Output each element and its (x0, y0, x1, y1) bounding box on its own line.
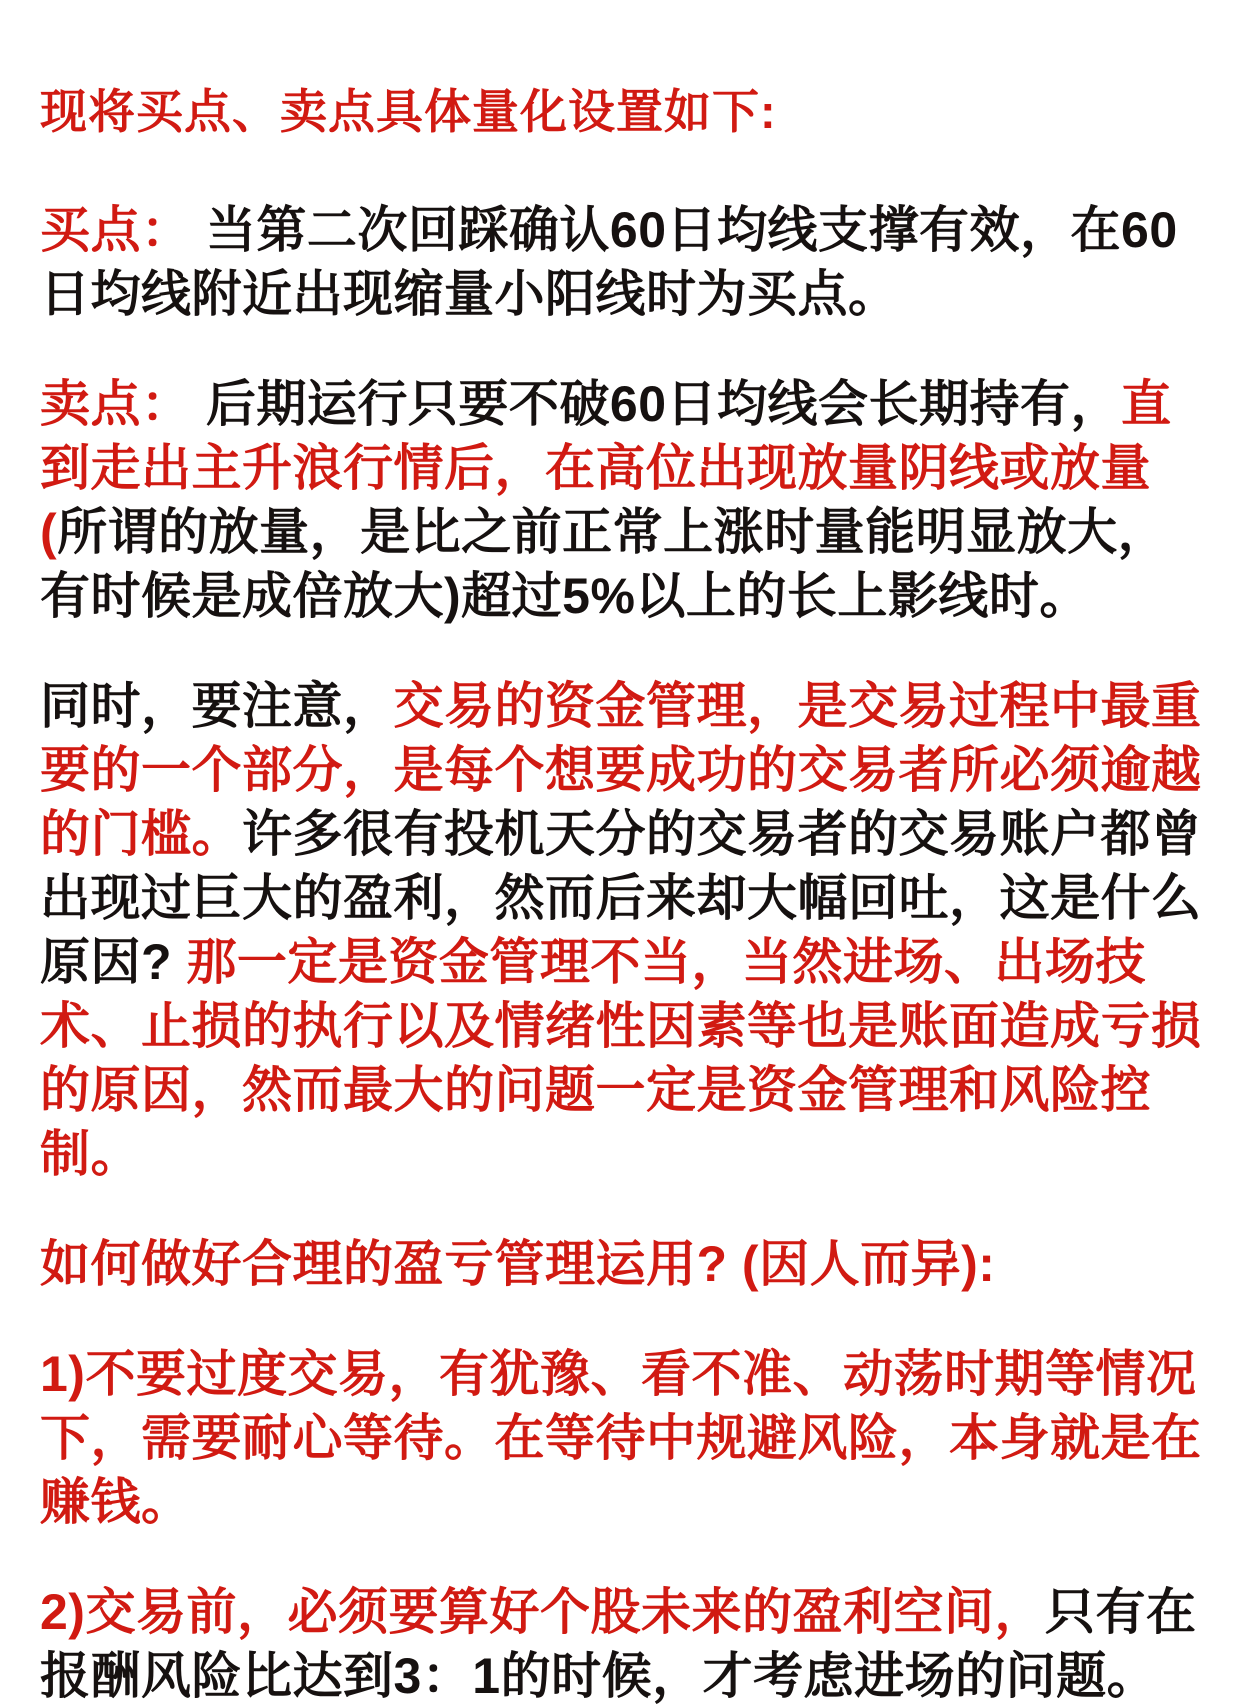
buy-point-paragraph (40, 198, 1208, 326)
rule-2-tail-text: 只有在报酬风险比达到3：1的时候，才考虑进场的问题。 (40, 1584, 1197, 1704)
page-title: 现将买点、卖点具体量化设置如下: (40, 85, 777, 138)
question-text: 如何做好合理的盈亏管理运用? (因人而异): (40, 1236, 996, 1292)
rule-2-lead-text: 2)交易前，必须要算好个股未来的盈利空间， (40, 1584, 1045, 1640)
sell-point-hold-text: 后期运行只要不破60日均线会长期持有， (205, 376, 1122, 432)
rule-2-paragraph (40, 1580, 1208, 1708)
sell-point-label: 卖点： (40, 376, 206, 432)
question-line (40, 1232, 1208, 1296)
fund-story-text: 许多很有投机天分的交易者的交易账户都曾出现过巨大的盈利，然而后来却大幅回吐，这是什么原因? (40, 806, 1202, 990)
fund-intro-text: 同时，要注意， (40, 678, 394, 734)
sell-point-note-text: 所谓的放量，是比之前正常上涨时量能明显放大，有时候是成倍放大)超过5%以上的长上影线时。 (40, 504, 1169, 624)
buy-point-text: 当第二次回踩确认60日均线支撑有效，在60日均线附近出现缩量小阳线时为买点。 (40, 202, 1178, 322)
sell-point-until-text: 直到走出主升浪行情后，在高位出现放量阴线或放量( (40, 376, 1172, 560)
rule-1-paragraph (40, 1342, 1208, 1534)
sell-point-paragraph (40, 372, 1208, 628)
rule-1-text: 1)不要过度交易，有犹豫、看不准、动荡时期等情况下，需要耐心等待。在等待中规避风险，本身就是在赚钱。 (40, 1346, 1202, 1530)
fund-core-text: 交易的资金管理，是交易过程中最重要的一个部分，是每个想要成功的交易者所必须逾越的门槛。 (40, 678, 1202, 862)
buy-point-label: 买点： (40, 202, 206, 258)
fund-cause-text: 那一定是资金管理不当，当然进场、出场技术、止损的执行以及情绪性因素等也是账面造成亏损的原因，然而最大的问题一定是资金管理和风险控制。 (40, 934, 1202, 1182)
fund-management-paragraph (40, 674, 1208, 1186)
